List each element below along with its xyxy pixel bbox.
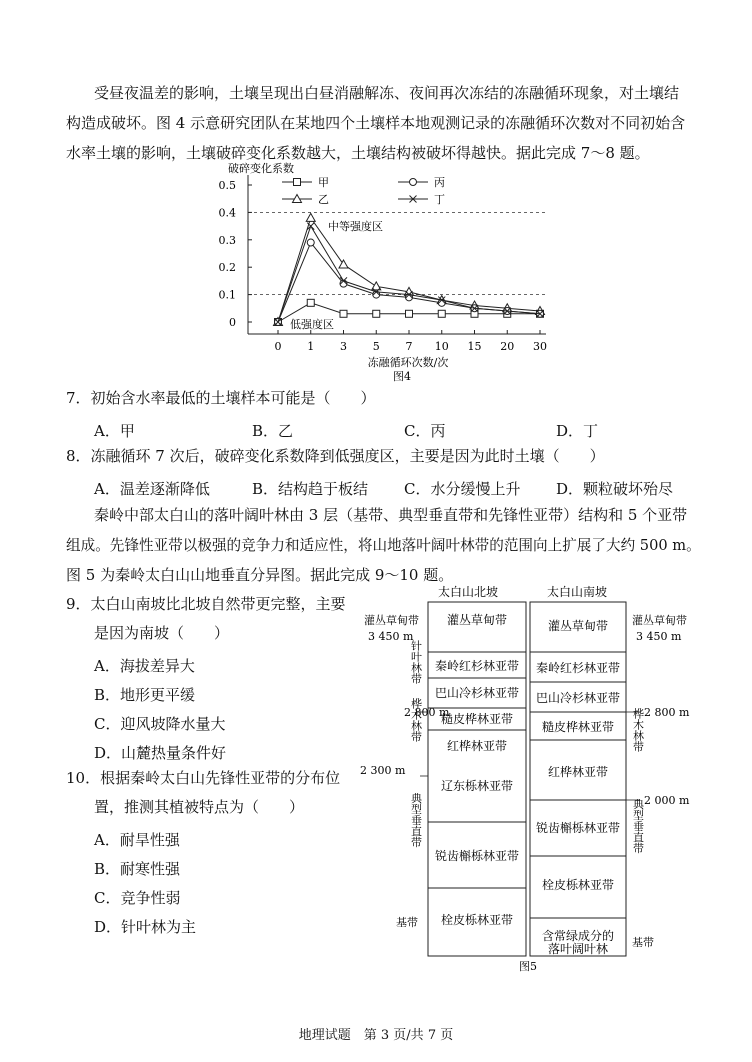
q7-stem: 7．初始含水率最低的土壤样本可能是（ ） (66, 389, 376, 407)
figure4-line-chart (200, 160, 560, 385)
north-zone-1: 灌丛草甸带 (446, 613, 508, 627)
right-typical-label: 典型垂直带 (631, 798, 645, 854)
left-shrub-label: 灌丛草甸带 (364, 614, 419, 627)
south-slope-column (530, 602, 626, 956)
left-typical-label: 典型垂直带 (409, 792, 423, 848)
x-tick-label: 3 (340, 340, 347, 353)
figure4-caption: 图4 (393, 370, 411, 383)
x-tick-label: 20 (500, 340, 515, 353)
q8-option-a[interactable]: A．温差逐渐降低 (94, 480, 210, 498)
data-point-乙 (306, 213, 315, 221)
north-zone-4: 糙皮桦林亚带 (440, 712, 514, 726)
right-alt-2800: 2 800 m (644, 706, 690, 719)
y-tick-label: 0 (229, 316, 236, 329)
q7-option-b[interactable]: B．乙 (252, 422, 294, 440)
right-base-label: 基带 (632, 936, 654, 949)
legend-label: 甲 (318, 176, 329, 189)
zone-mid-label: 中等强度区 (328, 220, 383, 234)
legend-label: 丁 (434, 193, 445, 206)
north-zone-7: 锐齿槲栎林亚带 (434, 849, 520, 863)
q9-option-a[interactable]: A．海拔差异大 (94, 657, 195, 675)
q10-stem-line1: 10．根据秦岭太白山先锋性亚带的分布位 (66, 769, 341, 787)
q8-option-b[interactable]: B．结构趋于板结 (252, 480, 369, 498)
data-point-甲 (340, 310, 347, 317)
intro2-line3: 图 5 为秦岭太白山山地垂直分异图。据此完成 9～10 题。 (66, 566, 454, 584)
figure5-caption: 图5 (519, 960, 537, 973)
left-conifer-label: 针叶林带 (409, 640, 423, 684)
legend-marker (410, 179, 417, 186)
x-axis-label: 冻融循环次数/次 (367, 356, 449, 369)
right-birch-label: 桦木林带 (631, 708, 645, 752)
south-zone-7: 栓皮栎林亚带 (541, 878, 615, 892)
right-shrub-label: 灌丛草甸带 (632, 614, 687, 627)
left-alt-3450: 3 450 m (368, 630, 414, 643)
q7-option-d[interactable]: D．丁 (556, 422, 599, 440)
q7-option-a[interactable]: A．甲 (94, 422, 135, 440)
data-point-甲 (438, 310, 445, 317)
x-tick-label: 0 (274, 340, 282, 353)
q9-option-b[interactable]: B．地形更平缓 (94, 686, 196, 704)
legend-marker (294, 179, 301, 186)
north-slope-title: 太白山北坡 (437, 585, 499, 599)
north-zone-2: 秦岭红杉林亚带 (434, 659, 520, 673)
y-axis-label: 破碎变化系数 (228, 162, 294, 175)
y-tick-label: 0.2 (218, 261, 236, 275)
q8-stem: 8．冻融循环 7 次后，破碎变化系数降到低强度区，主要是因为此时土壤（ ） (66, 447, 605, 465)
south-zone-8a: 含常绿成分的 (541, 929, 615, 943)
south-zone-8b: 落叶阔叶林 (547, 942, 609, 956)
intro1-line3: 水率土壤的影响，土壤破碎变化系数越大，土壤结构被破坏得越快。据此完成 7～8 题。 (66, 144, 650, 162)
q7-option-c[interactable]: C．丙 (404, 422, 446, 440)
zone-low-label: 低强度区 (290, 318, 334, 331)
intro2-line1: 秦岭中部太白山的落叶阔叶林由 3 层（基带、典型垂直带和先锋性亚带）结构和 5 个亚带 (94, 506, 688, 524)
south-zone-5: 红桦林亚带 (547, 765, 609, 779)
q10-option-d[interactable]: D．针叶林为主 (94, 918, 197, 936)
south-zone-4: 糙皮桦林亚带 (541, 720, 615, 734)
south-zone-2: 秦岭红杉林亚带 (535, 661, 621, 675)
y-tick-label: 0.5 (218, 179, 236, 192)
x-tick-label: 10 (434, 340, 449, 353)
x-tick-label: 1 (307, 340, 315, 353)
left-alt-2800: 2 800 m (404, 706, 450, 719)
right-alt-3450: 3 450 m (636, 630, 682, 643)
right-alt-2000: 2 000 m (644, 794, 690, 807)
data-point-甲 (406, 310, 413, 317)
q10-option-c[interactable]: C．竞争性弱 (94, 889, 181, 907)
q10-option-a[interactable]: A．耐旱性强 (94, 831, 180, 849)
q8-option-d[interactable]: D．颗粒破坏殆尽 (556, 480, 674, 498)
x-tick-label: 7 (405, 340, 413, 353)
y-tick-label: 0.4 (218, 206, 236, 220)
intro1-line1: 受昼夜温差的影响，土壤呈现出白昼消融解冻、夜间再次冻结的冻融循环现象，对土壤结 (94, 84, 680, 102)
south-zone-6: 锐齿槲栎林亚带 (535, 821, 621, 835)
data-point-甲 (373, 310, 380, 317)
north-zone-6: 辽东栎林亚带 (440, 779, 514, 793)
q8-option-c[interactable]: C．水分缓慢上升 (404, 480, 521, 498)
south-zone-3: 巴山冷杉林亚带 (535, 691, 621, 705)
y-tick-label: 0.3 (218, 233, 236, 247)
legend-label: 丙 (434, 176, 445, 189)
north-zone-5: 红桦林亚带 (446, 739, 508, 753)
q9-option-c[interactable]: C．迎风坡降水量大 (94, 715, 226, 733)
x-tick-label: 30 (533, 340, 547, 353)
q9-stem-line1: 9．太白山南坡比北坡自然带更完整，主要 (66, 595, 346, 613)
q10-option-b[interactable]: B．耐寒性强 (94, 860, 181, 878)
y-tick-label: 0.1 (218, 288, 236, 302)
intro2-line2: 组成。先锋性亚带以极强的竞争力和适应性，将山地落叶阔叶林带的范围向上扩展了大约 500 m。 (66, 537, 701, 554)
q9-stem-line2: 是因为南坡（ ） (94, 624, 230, 642)
data-point-丙 (307, 239, 314, 246)
q9-option-d[interactable]: D．山麓热量条件好 (94, 744, 227, 762)
south-slope-title: 太白山南坡 (546, 585, 608, 599)
left-base-label: 基带 (396, 916, 418, 929)
x-tick-label: 5 (372, 340, 380, 353)
data-point-甲 (307, 299, 314, 306)
data-point-乙 (339, 260, 348, 268)
page-footer: 地理试题 第 3 页/共 7 页 (298, 1028, 454, 1043)
north-zone-3: 巴山冷杉林亚带 (434, 686, 520, 700)
left-alt-2300: 2 300 m (360, 764, 406, 777)
x-tick-label: 15 (467, 340, 482, 353)
intro1-line2: 构造成破坏。图 4 示意研究团队在某地四个土壤样本地观测记录的冻融循环次数对不同初始含 (66, 114, 686, 132)
legend-label: 乙 (318, 193, 329, 206)
south-zone-1: 灌丛草甸带 (547, 619, 609, 633)
figure5-vertical-zonation (360, 584, 690, 974)
north-zone-8: 栓皮栎林亚带 (440, 913, 514, 927)
left-birch-label: 桦木林带 (409, 698, 423, 742)
q10-stem-line2: 置，推测其植被特点为（ ） (94, 798, 305, 816)
series-line-乙 (278, 218, 540, 322)
